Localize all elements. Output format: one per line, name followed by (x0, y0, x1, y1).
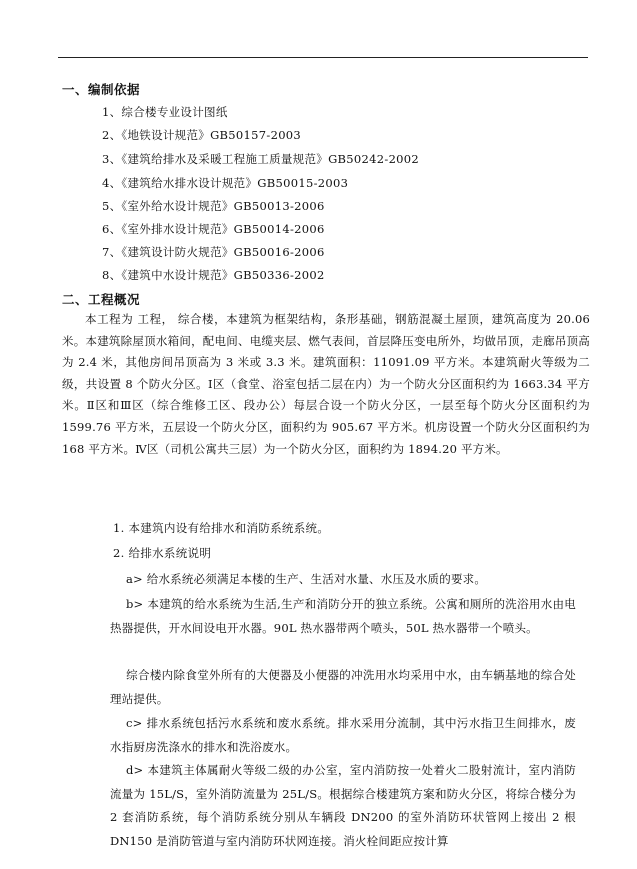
subitem-c-text: c> 排水系统包括污水系统和废水系统。排水采用分流制，其中污水指卫生间排水，废水指厨房洗涤水的排水和洗浴废水。 (110, 716, 576, 754)
subitem-b-text: b> 本建筑的给水系统为生活,生产和消防分开的独立系统。公寓和厕所的洗浴用水由电热器提供，开水间设电开水器。90L 热水器带两个喷头，50L 热水器带一个喷头。 (110, 597, 576, 635)
numbered-item: 2. 给排水系统说明 (113, 546, 212, 560)
numbered-item: 1. 本建筑内设有给排水和消防系统系统。 (113, 521, 330, 535)
overview-text: 本工程为 工程， 综合楼，本建筑为框架结构，条形基础，钢筋混凝土屋顶，建筑高度为 20.06 米。本建筑除屋顶水箱间，配电间、电缆夹层、燃气表间，首层降压变电所外，均做吊顶，走廊吊顶高为 2.4 米，其他房间吊顶高为 3 米或 3.3 米。建筑面积：11091.09 平方米。本建筑耐火等级为二级，共设置 8 个防火分区。Ⅰ区（食堂、浴室包括二层在内）为一个防火分区面积约为 1663.34 平方米。Ⅱ区和Ⅲ区（综合维修工区、段办公）每层合设一个防火分区，一层至每个防火分区面积约为 1599.76 平方米，五层设一个防火分区，面积约为 905.67 平方米。机房设置一个防火分区面积约为 168 平方米。Ⅳ区（司机公寓共三层）为一个防火分区，面积约为 1894.20 平方米。 (62, 312, 590, 456)
water-supply-system (110, 593, 576, 640)
fire-protection-system (110, 759, 576, 854)
reference-item: 7、《建筑设计防火规范》GB50016-2006 (102, 245, 325, 259)
reference-item: 4、《建筑给水排水设计规范》GB50015-2003 (102, 176, 349, 190)
subitem-d-text: d> 本建筑主体属耐火等级二级的办公室，室内消防按一处着火二股射流计，室内消防流量为 15L/S，室外消防流量为 25L/S。根据综合楼建筑方案和防火分区，将综合楼分为 2 套消防系统，每个消防系统分别从车辆段 DN200 的室外消防环状管网上接出 2 根 DN150 是消防管道与室内消防环状网连接。消火栓间距应按计算 (110, 763, 576, 849)
reference-item: 8、《建筑中水设计规范》GB50336-2002 (102, 268, 325, 282)
section-heading-overview: 二、工程概况 (62, 292, 141, 307)
reference-item: 1、综合楼专业设计图纸 (102, 105, 228, 119)
subitem-a-text: a> 给水系统必须满足本楼的生产、生活对水量、水压及水质的要求。 (126, 572, 487, 586)
overview-paragraph (62, 309, 590, 460)
section-heading-basis: 一、编制依据 (62, 82, 141, 97)
reference-item: 5、《室外给水设计规范》GB50013-2006 (102, 199, 325, 213)
header-rule (58, 57, 588, 58)
reference-item: 2、《地铁设计规范》GB50157-2003 (102, 128, 302, 142)
drainage-system (110, 712, 576, 759)
reference-item: 6、《室外排水设计规范》GB50014-2006 (102, 222, 325, 236)
reclaimed-water-note (110, 664, 576, 711)
water-supply-requirements (110, 568, 576, 592)
reference-item: 3、《建筑给排水及采暖工程施工质量规范》GB50242-2002 (102, 152, 420, 166)
subitem-b2-text: 综合楼内除食堂外所有的大便器及小便器的冲洗用水均采用中水，由车辆基地的综合处理站提供。 (110, 668, 576, 706)
